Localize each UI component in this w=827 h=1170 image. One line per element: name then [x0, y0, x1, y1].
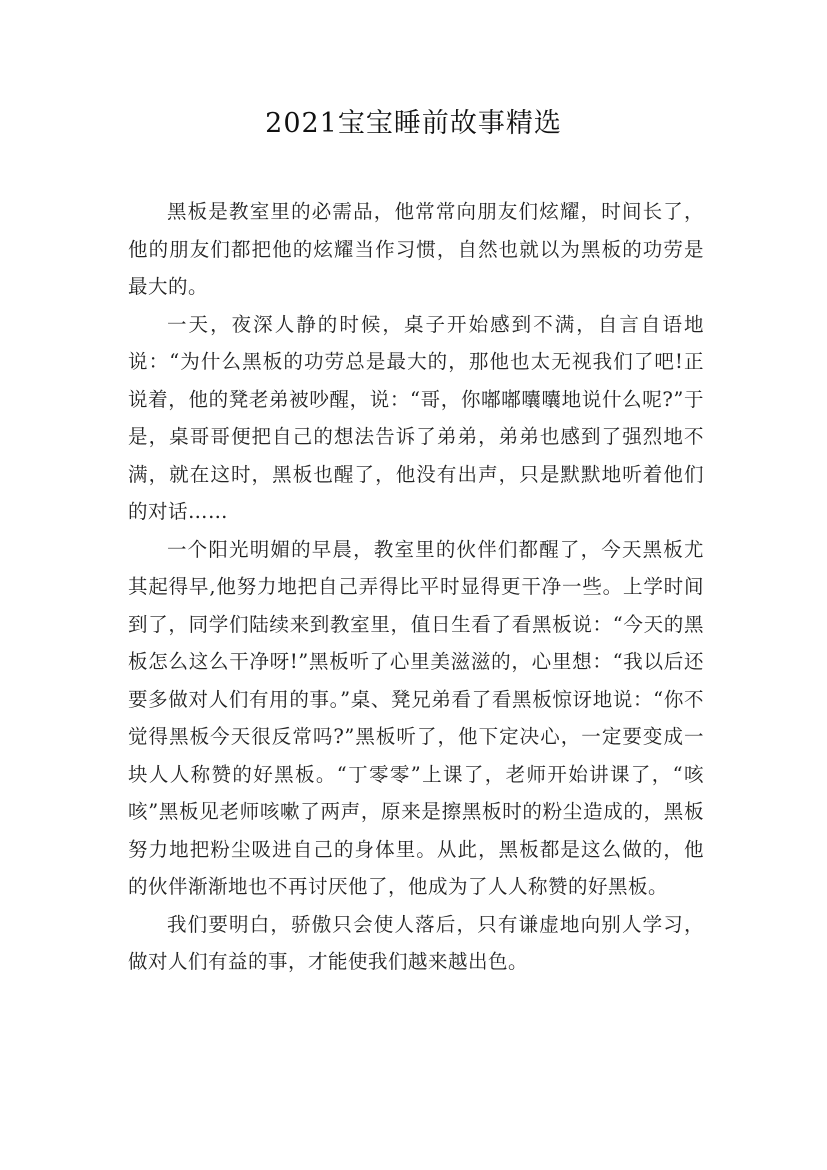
- paragraph-3: 一个阳光明媚的早晨，教室里的伙伴们都醒了，今天黑板尤其起得早,他努力地把自己弄得比平时显得更干净一些。上学时间到了，同学们陆续来到教室里，值日生看了看黑板说：“今天的黑板怎么这么干净呀!”黑板听了心里美滋滋的，心里想：“我以后还要多做对人们有用的事。”桌、凳兄弟看了看黑板惊讶地说：“你不觉得黑板今天很反常吗?”黑板听了，他下定决心，一定要变成一块人人称赞的好黑板。“丁零零”上课了，老师开始讲课了，“咳咳”黑板见老师咳嗽了两声，原来是擦黑板时的粉尘造成的，黑板努力地把粉尘吸进自己的身体里。从此，黑板都是这么做的，他的伙伴渐渐地也不再讨厌他了，他成为了人人称赞的好黑板。: [128, 537, 704, 898]
- paragraph-1: 黑板是教室里的必需品，他常常向朋友们炫耀，时间长了，他的朋友们都把他的炫耀当作习惯，自然也就以为黑板的功劳是最大的。: [128, 200, 704, 298]
- paragraph-2: 一天，夜深人静的时候，桌子开始感到不满，自言自语地说：“为什么黑板的功劳总是最大的，那他也太无视我们了吧!正说着，他的凳老弟被吵醒，说：“哥，你嘟嘟囔囔地说什么呢?”于是，桌哥哥便把自己的想法告诉了弟弟，弟弟也感到了强烈地不满，就在这时，黑板也醒了，他没有出声，只是默默地听着他们的对话……: [128, 312, 704, 523]
- story-body: [128, 193, 704, 981]
- paragraph-4: 我们要明白，骄傲只会使人落后，只有谦虚地向别人学习，做对人们有益的事，才能使我们越来越出色。: [128, 912, 704, 973]
- document-title: 2021宝宝睡前故事精选: [265, 108, 562, 139]
